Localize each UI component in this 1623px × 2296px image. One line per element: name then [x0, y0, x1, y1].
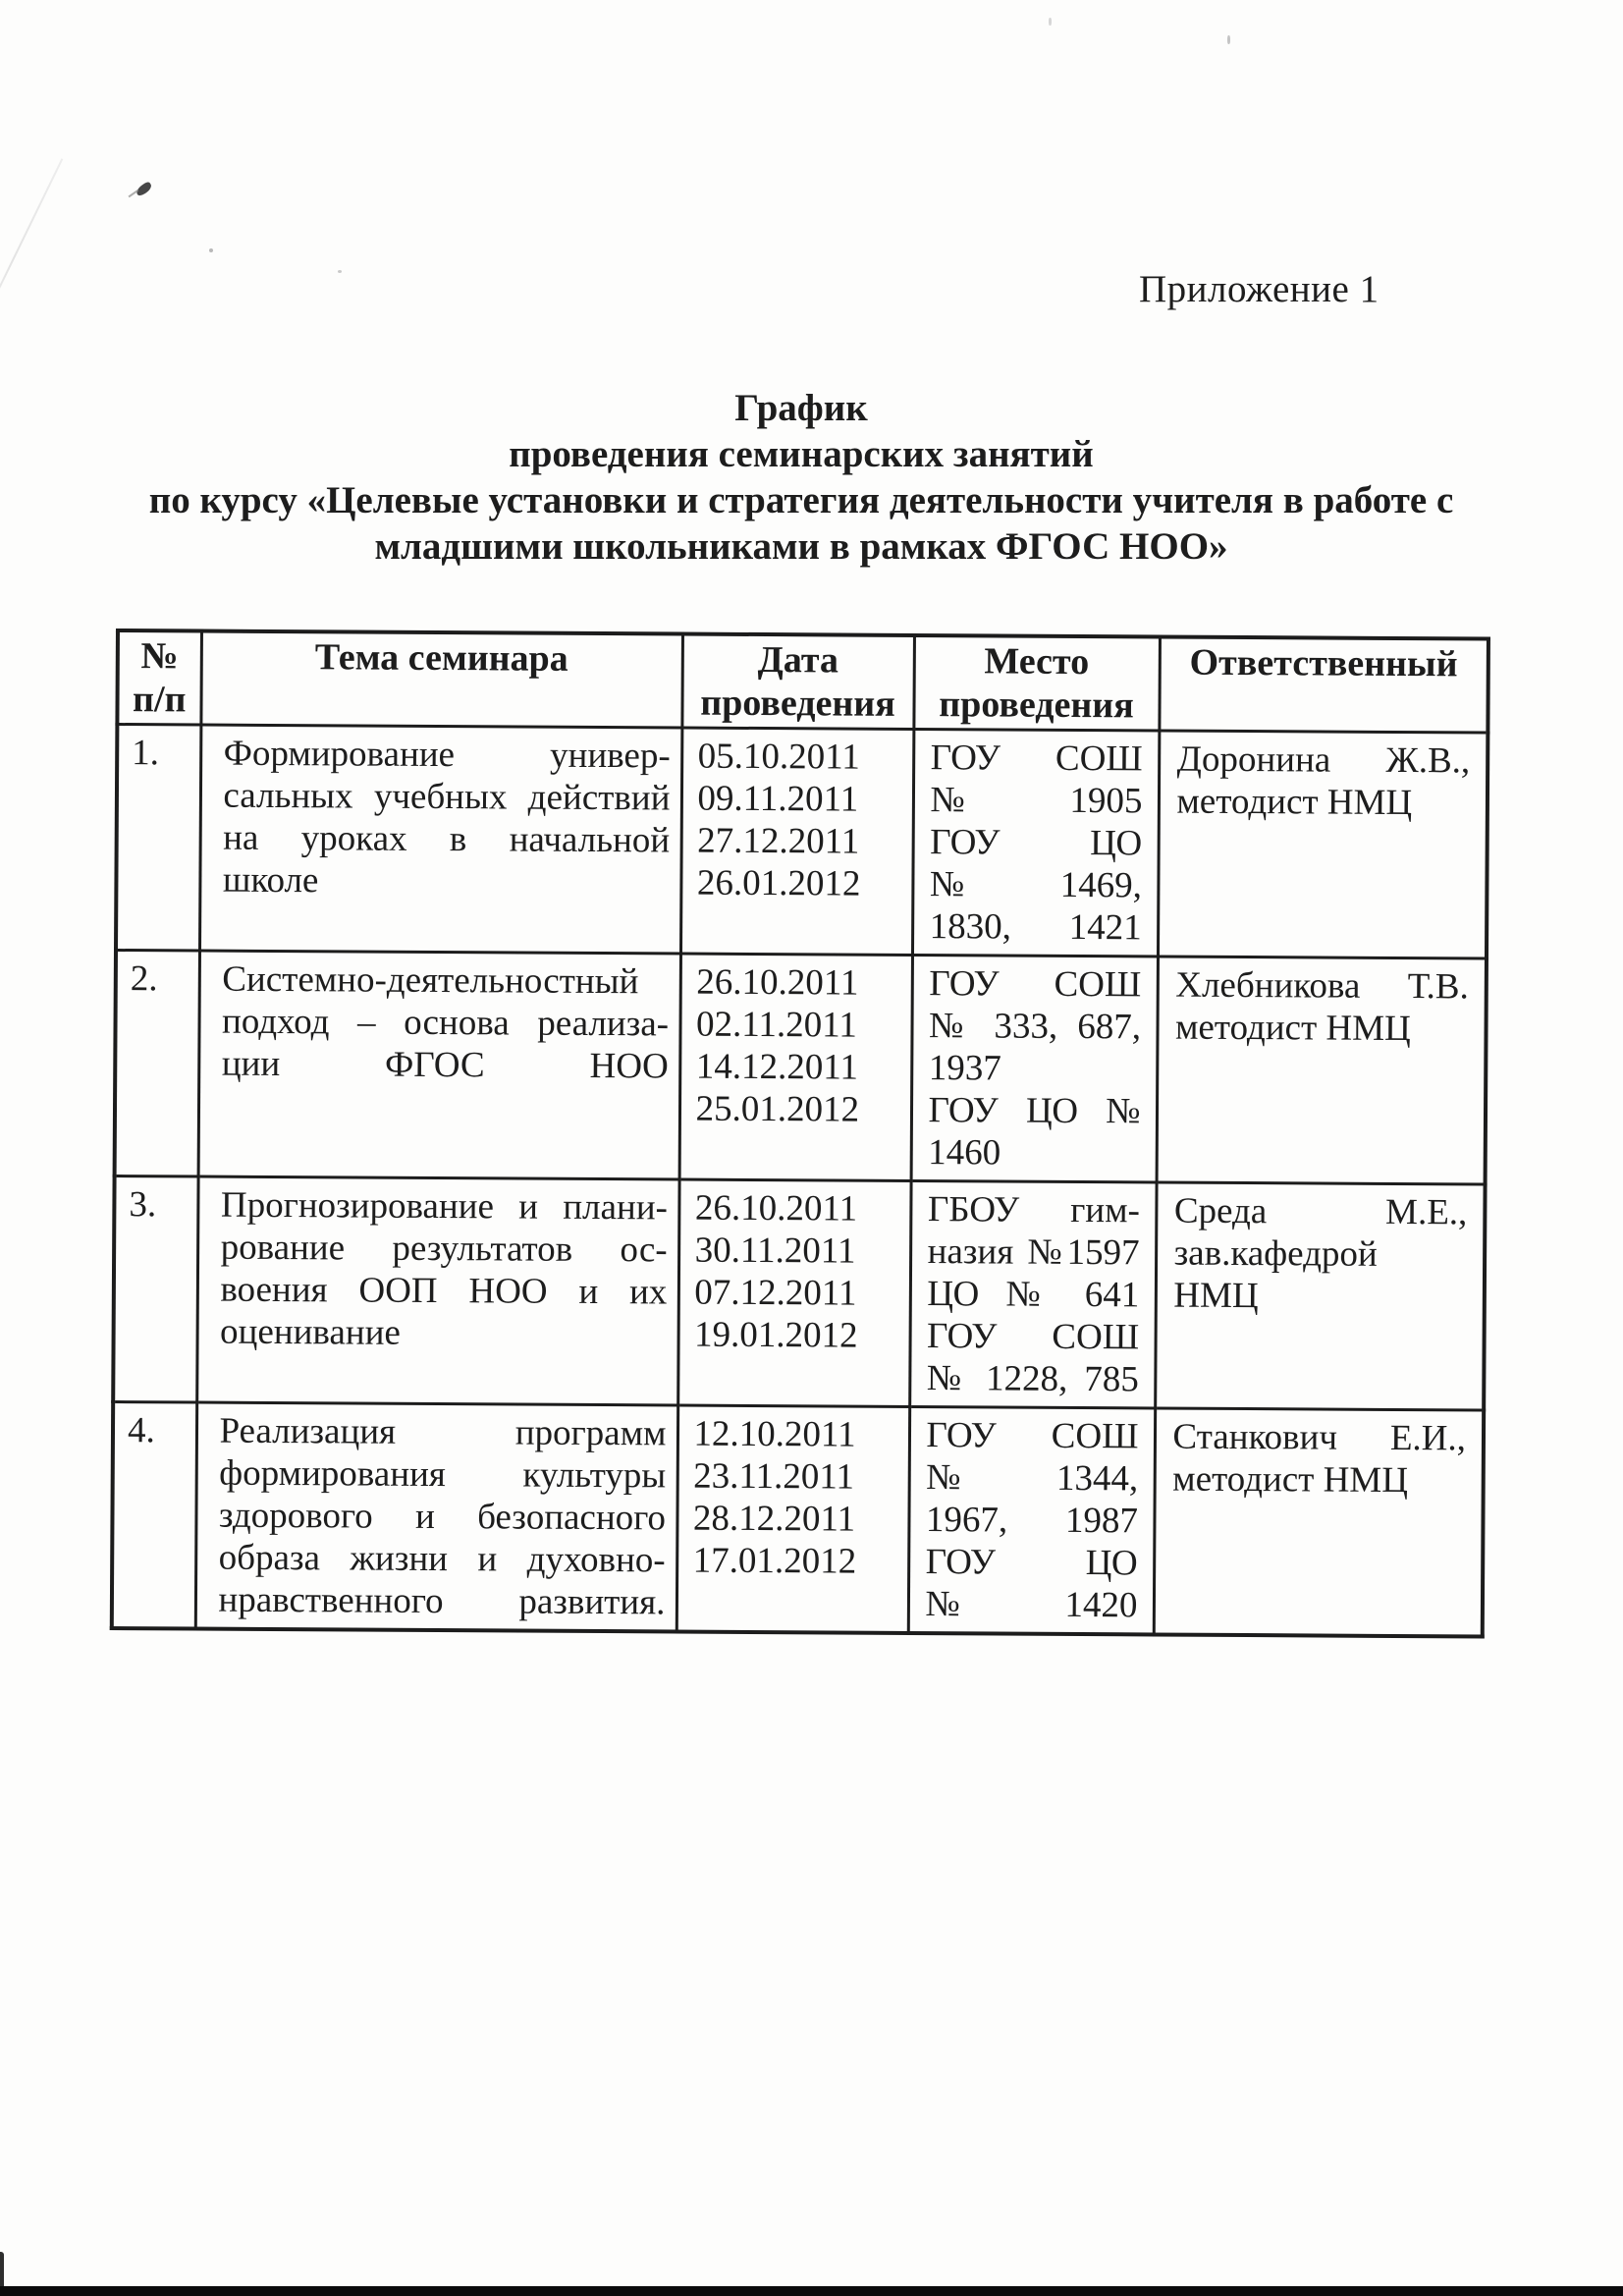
cell-dates: 12.10.2011 23.11.2011 28.12.2011 17.01.2012 [676, 1405, 909, 1633]
table-row [116, 725, 1488, 959]
cell-responsible: Доронина Ж.В., методист НМЦ [1158, 731, 1488, 958]
appendix-label: Приложение 1 [1139, 268, 1380, 310]
col-header-place: Место проведения [913, 635, 1160, 731]
title-line: младшими школьниками в рамках ФГОС НОО» [374, 525, 1228, 568]
cell-dates: 26.10.2011 30.11.2011 07.12.2011 19.01.2012 [677, 1179, 910, 1406]
scan-dot [338, 270, 342, 273]
table-row [113, 1176, 1485, 1411]
cell-responsible: Среда М.Е., зав.кафедрой НМЦ [1155, 1182, 1485, 1410]
cell-row-number: 1. [116, 725, 200, 952]
cell-dates: 26.10.2011 02.11.2011 14.12.2011 25.01.2012 [679, 954, 912, 1180]
scan-speck-tail [129, 190, 139, 198]
table-row [115, 951, 1487, 1185]
title-line: График [734, 387, 868, 429]
cell-topic: Реализация программ формирования культуры здорового и безопасного образа жизни и духовно- нравственного развития. [195, 1402, 677, 1631]
cell-row-number: 4. [112, 1401, 196, 1628]
cell-topic: Формирование универ- сальных учебных действий на уроках в начальной школе [199, 725, 681, 954]
cell-place: ГОУ СОШ № 1344, 1967, 1987 ГОУ ЦО № 1420 [908, 1406, 1155, 1634]
scan-streak [0, 158, 63, 362]
cell-place: ГБОУ гим- назия №1597 ЦО № 641 ГОУ СОШ № 1228, 785 [909, 1180, 1156, 1408]
title-line: проведения семинарских занятий [509, 433, 1094, 475]
scan-dot [209, 248, 213, 252]
table-header-row [117, 630, 1488, 733]
col-header-topic: Тема семинара [200, 631, 682, 728]
cell-dates: 05.10.2011 09.11.2011 27.12.2011 26.01.2012 [680, 728, 913, 955]
document-title [116, 385, 1487, 570]
cell-topic: Системно-деятельностный подход – основа реализа- ции ФГОС НОО [198, 951, 680, 1179]
scanner-edge-notch [0, 2252, 4, 2289]
col-header-date: Дата проведения [681, 634, 914, 730]
cell-place: ГОУ СОШ № 333, 687, 1937 ГОУ ЦО № 1460 [911, 955, 1158, 1182]
cell-responsible: Хлебникова Т.В. методист НМЦ [1157, 957, 1487, 1184]
cell-row-number: 3. [113, 1176, 197, 1403]
seminar-schedule-table [110, 629, 1490, 1639]
cell-row-number: 2. [115, 951, 199, 1177]
scan-dot [1227, 35, 1230, 44]
cell-topic: Прогнозирование и плани- рование результатов ос- воения ООП НОО и их оценивание [196, 1176, 678, 1405]
title-line: по курсу «Целевые установки и стратегия деятельности учителя в работе с [148, 479, 1454, 521]
scan-dot [1049, 18, 1052, 26]
col-header-num: № п/п [117, 630, 201, 725]
scan-speck [135, 181, 153, 197]
table-row [112, 1401, 1484, 1636]
cell-responsible: Станкович Е.И., методист НМЦ [1154, 1408, 1484, 1637]
cell-place: ГОУ СОШ № 1905 ГОУ ЦО №1469, 1830, 1421 [912, 729, 1159, 957]
scanner-edge-bottom [0, 2286, 1623, 2296]
col-header-responsible: Ответственный [1159, 636, 1488, 733]
